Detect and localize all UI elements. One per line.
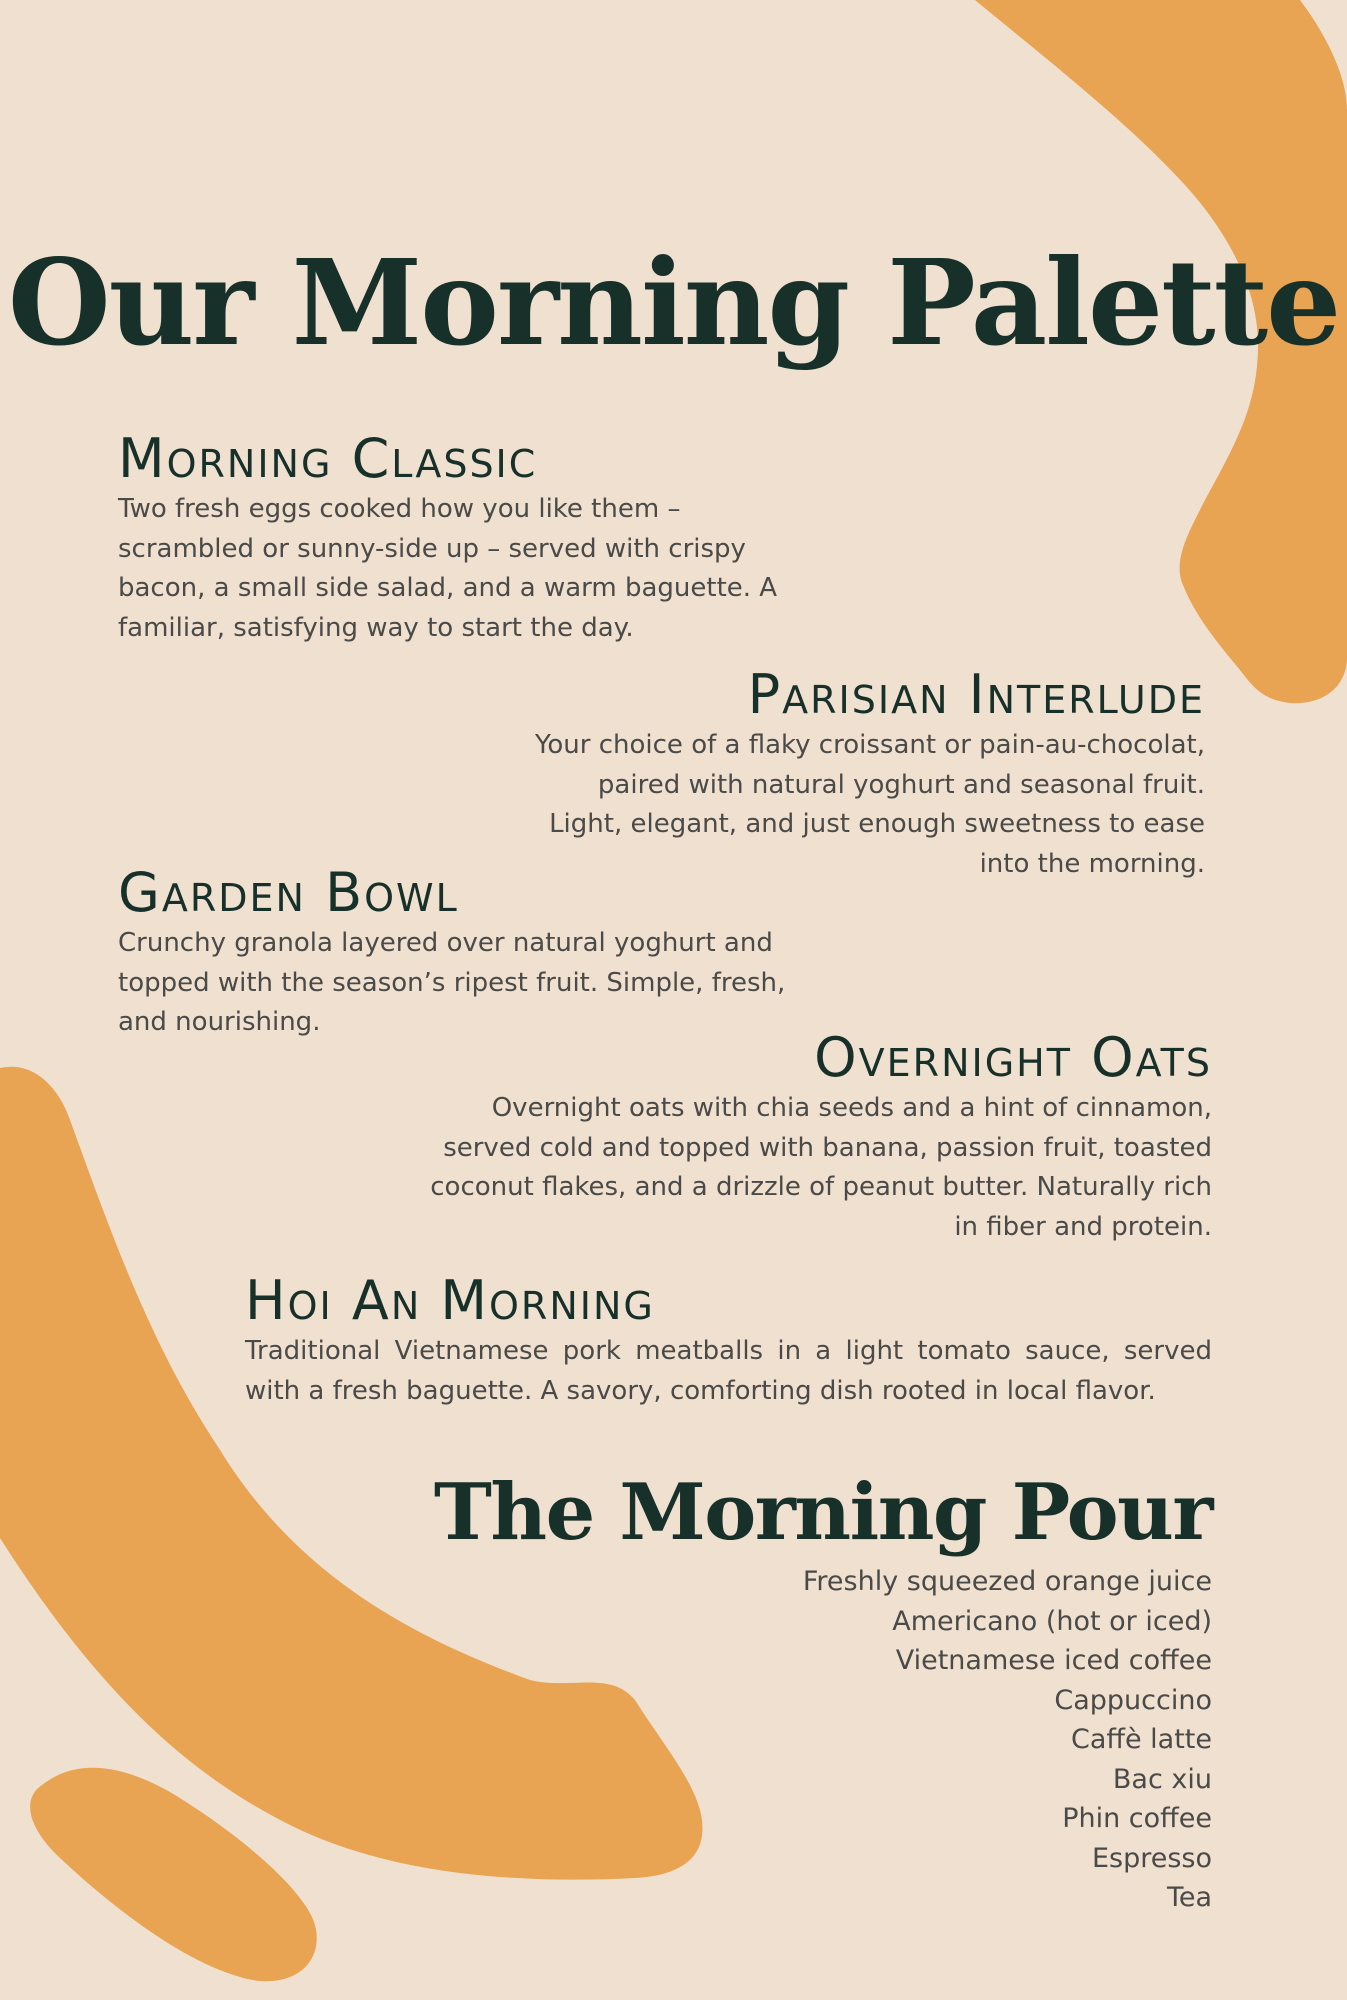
menu-item-name: Morning Classic [118,427,538,490]
menu-item-description: Two fresh eggs cooked how you like them – scrambled or sunny-side up – served with crispy bacon, a small side salad, and a warm baguette. A familiar, satisfying way to start the day. [118,494,778,643]
menu-item-garden-bowl [118,862,798,1043]
menu-item-name: Garden Bowl [118,861,459,924]
drink-item: Espresso [1091,1842,1212,1874]
drink-item: Caffè latte [1070,1724,1212,1755]
drinks-title: The Morning Pour [433,1467,1212,1558]
menu-item-description: Overnight oats with chia seeds and a hint of cinnamon, served cold and topped with banana, passion fruit, toasted coconut flakes, and a drizzle of peanut butter. Naturally rich in fiber and protein. [430,1093,1212,1242]
menu-item-overnight-oats [430,1027,1212,1247]
drink-item: Vietnamese iced coffee [895,1645,1212,1676]
drink-item: Cappuccino [1054,1684,1212,1716]
drink-item: Bac xiu [1112,1763,1212,1795]
drink-item: Phin coffee [1062,1803,1212,1834]
drink-item: Freshly squeezed orange juice [802,1566,1212,1597]
menu-item-hoi-an-morning [245,1270,1212,1411]
menu-item-description: Traditional Vietnamese pork meatballs in a light tomato sauce, served with a fresh baguette. A savory, comforting dish rooted in local flavor. [245,1336,1212,1406]
drinks-list [712,1562,1212,1918]
menu-item-name: Hoi An Morning [245,1269,655,1332]
menu-item-description: Your choice of a flaky croissant or pain-au-chocolat, paired with natural yoghurt and seasonal fruit. Light, elegant, and just enough sweetness to ease into the morning. [534,730,1205,879]
page-title: Our Morning Palette [7,233,1340,372]
drink-item: Americano (hot or iced) [892,1605,1212,1637]
menu-item-name: Overnight Oats [814,1026,1212,1089]
menu-item-description: Crunchy granola layered over natural yoghurt and topped with the season’s ripest fruit. Simple, fresh, and nourishing. [118,928,786,1037]
menu-item-parisian-interlude [520,664,1205,884]
menu-item-morning-classic [118,428,798,648]
drink-item: Tea [1166,1882,1212,1913]
menu-item-name: Parisian Interlude [747,663,1205,726]
